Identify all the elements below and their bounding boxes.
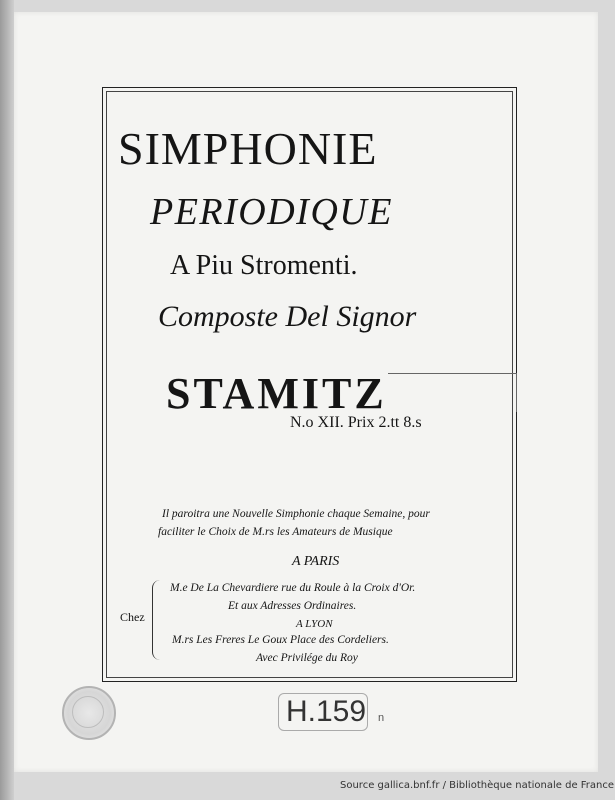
source-footer[interactable]: Source gallica.bnf.fr / Bibliothèque nationale de France	[340, 780, 615, 791]
book-spine	[0, 0, 14, 800]
title-simphonie: SIMPHONIE	[118, 123, 378, 174]
notice-line-2: faciliter le Choix de M.rs les Amateurs de Musique	[158, 526, 393, 538]
brace-icon	[152, 580, 165, 660]
shelfmark-note: n	[378, 712, 385, 724]
notice-line-1: Il paroitra une Nouvelle Simphonie chaque Semaine, pour	[162, 508, 430, 520]
paris-heading: A PARIS	[292, 554, 340, 569]
lyon-heading: A LYON	[296, 618, 333, 630]
title-composte: Composte Del Signor	[158, 300, 417, 333]
flourish-line	[388, 373, 517, 412]
lyon-address: M.rs Les Freres Le Goux Place des Cordeliers.	[172, 634, 389, 646]
royal-privilege: Avec Privilége du Roy	[256, 652, 358, 664]
title-piu-stromenti: A Piu Stromenti.	[170, 250, 358, 281]
shelfmark: H.159	[286, 695, 367, 728]
composer-name: STAMITZ	[166, 369, 387, 418]
chez-label: Chez	[120, 610, 145, 624]
paris-address-1: M.e De La Chevardiere rue du Roule à la Croix d'Or.	[170, 582, 416, 594]
title-periodique: PERIODIQUE	[150, 191, 393, 233]
number-and-price: N.o XII. Prix 2.tt 8.s	[290, 414, 422, 431]
library-stamp-inner	[72, 696, 104, 728]
paris-address-2: Et aux Adresses Ordinaires.	[228, 600, 357, 612]
